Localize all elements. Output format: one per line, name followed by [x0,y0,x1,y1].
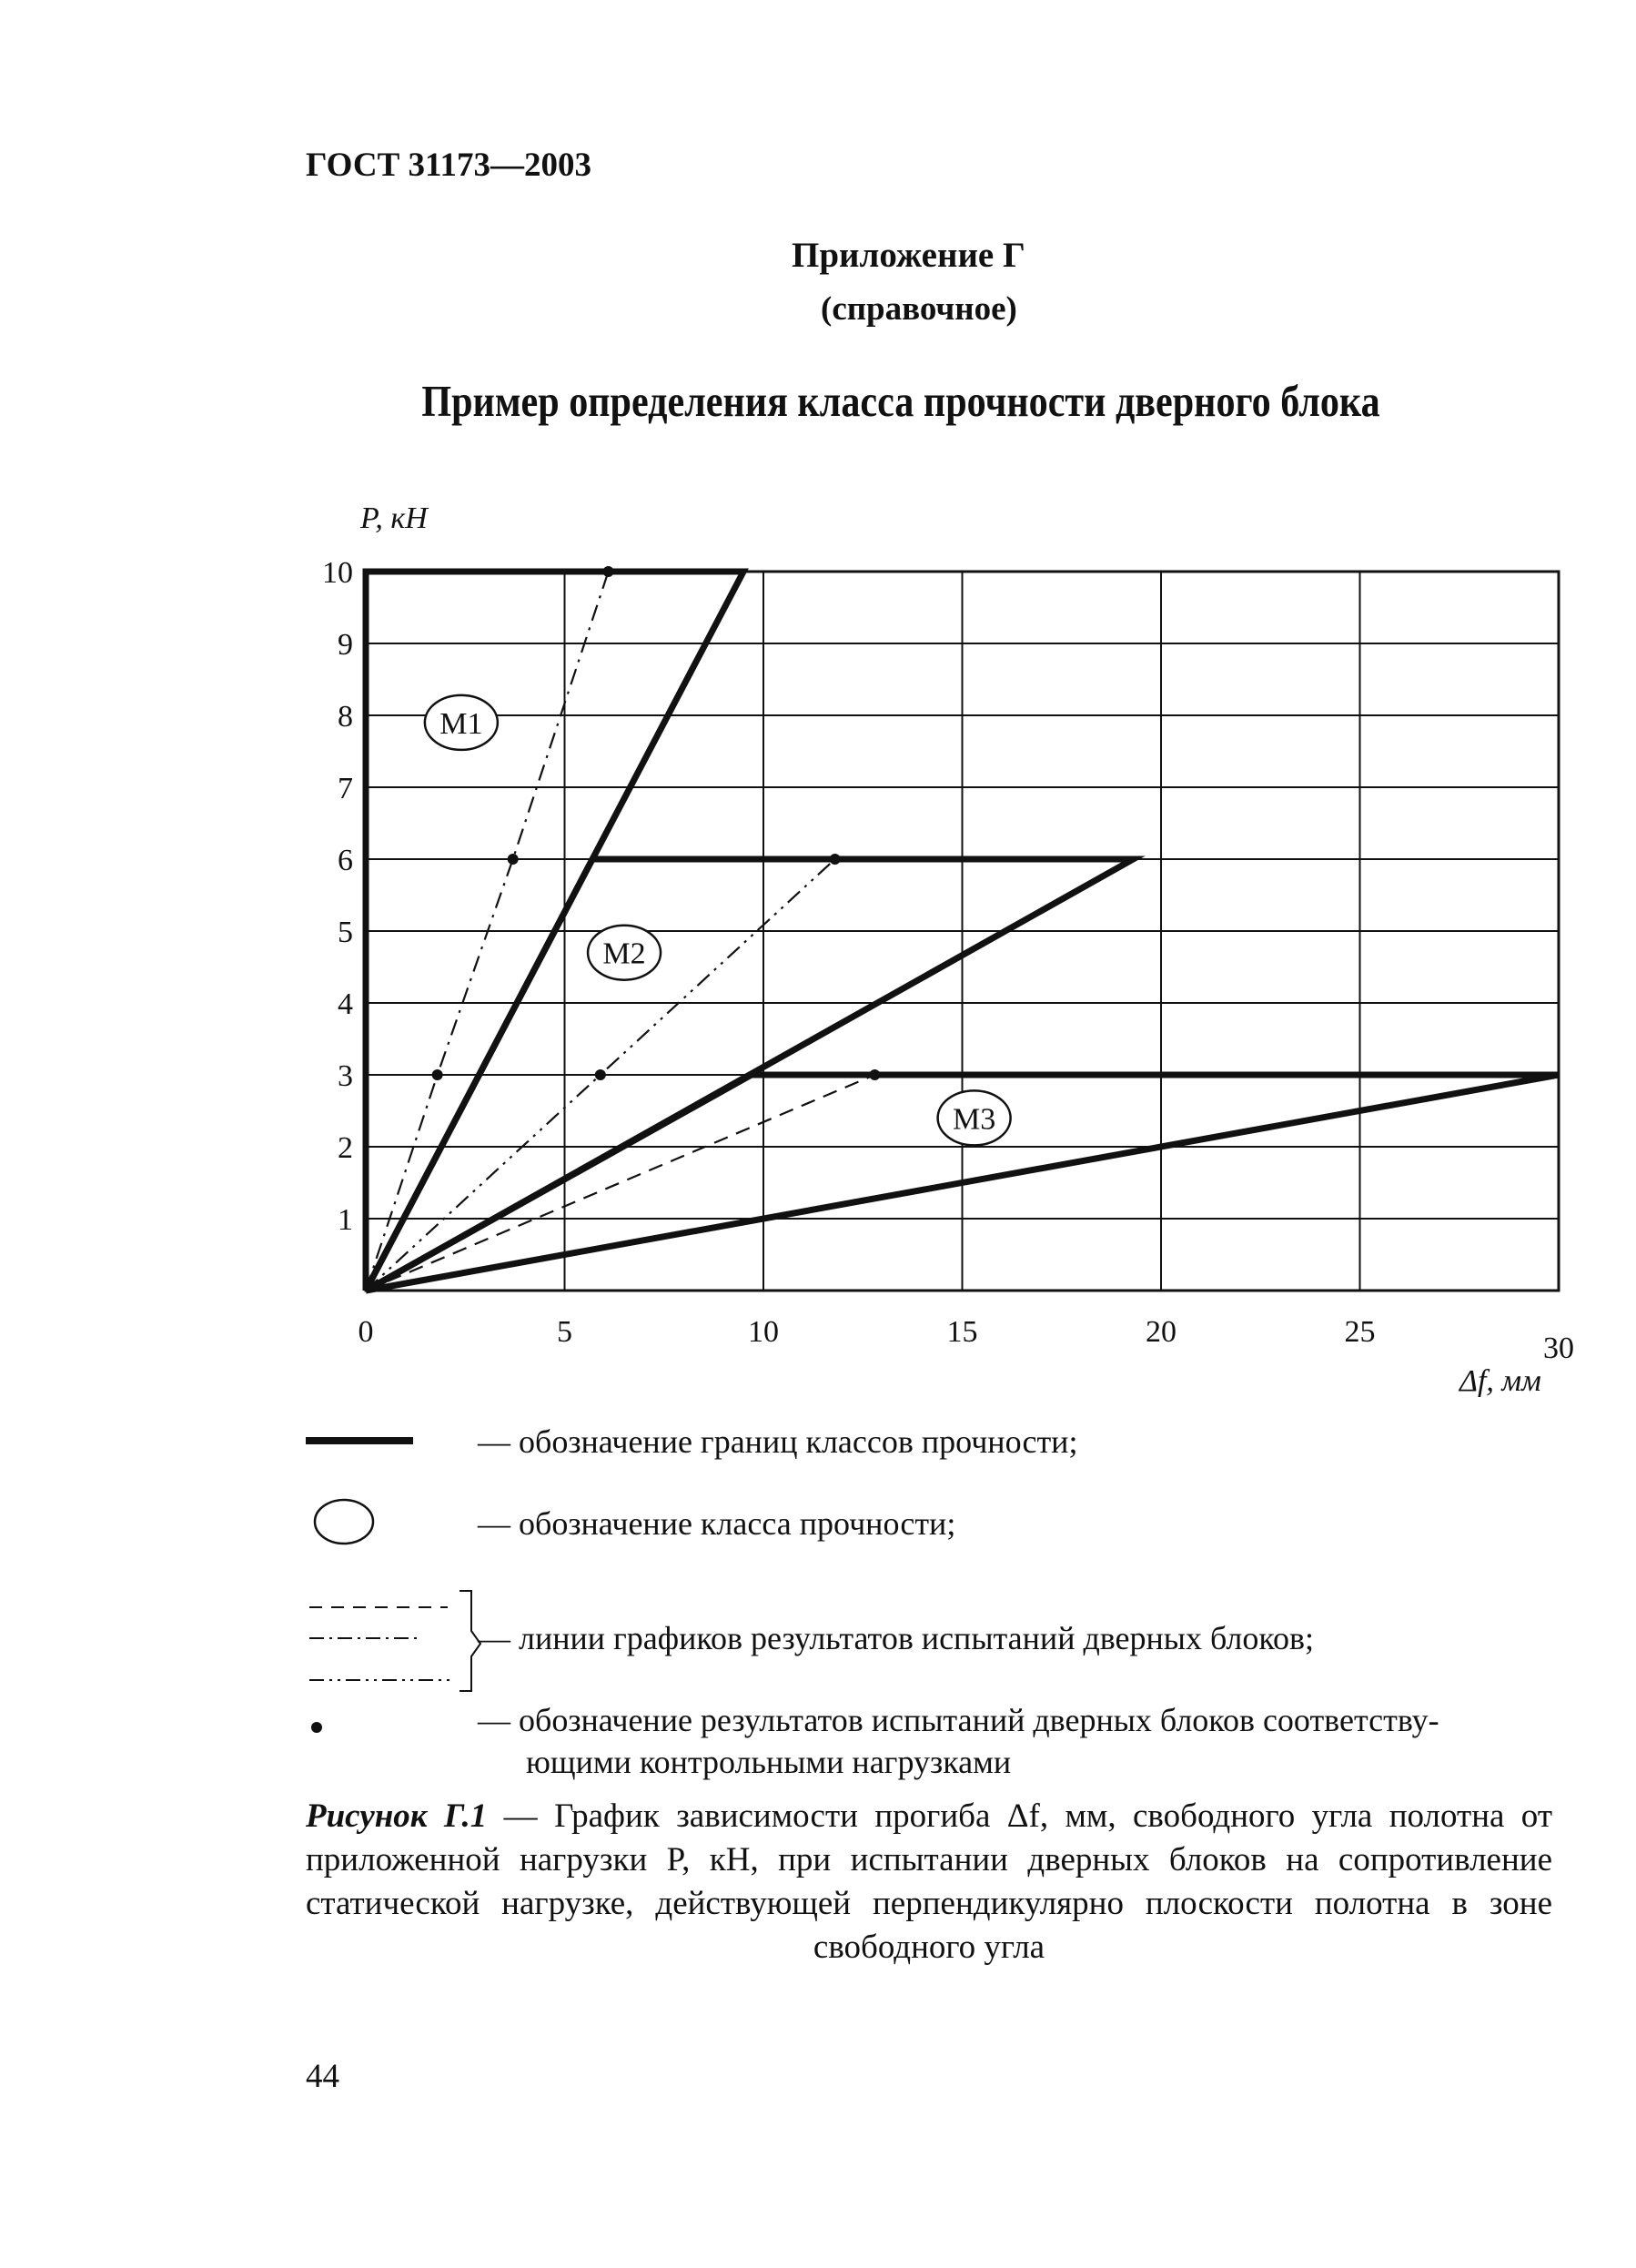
test-result-point [432,1069,443,1080]
y-tick-label: 9 [338,628,353,662]
appendix-title: Приложение Г [792,236,1025,275]
x-axis-label: Δf, мм [1459,1364,1541,1398]
legend-points-text-continued: ющими контрольными нагрузками [526,1744,1012,1780]
x-tick-label: 20 [1146,1315,1177,1349]
figure-caption [306,1795,1552,1969]
legend-lines-text: — линии графиков результатов испытаний дверных блоков; [478,1620,1315,1656]
y-tick-label: 8 [338,700,353,734]
x-tick-label: 10 [748,1315,779,1349]
test-result-point [508,854,519,865]
legend-test-point [311,1722,322,1733]
y-tick-label: 5 [338,916,353,949]
y-tick-label: 4 [338,987,353,1021]
caption-text: — График зависимости прогиба Δf, мм, свободного угла полотна от приложенной нагрузки P, кН, при испытании дверных блоков на сопротивление статической нагрузке, действующей перпендикулярно плоскости полотна в зоне свободного угла [306,1797,1552,1966]
legend-points-text: — обозначение результатов испытаний дверных блоков соответству- [478,1702,1439,1738]
test-result-point [830,854,841,865]
class-label-m2: M2 [602,937,646,971]
x-tick-label: 0 [358,1315,374,1349]
x-tick-label: 5 [557,1315,572,1349]
y-tick-label: 7 [338,772,353,805]
test-result-point [603,566,614,577]
document-code: ГОСТ 31173—2003 [306,147,591,184]
legend-class-text: — обозначение класса прочности; [478,1505,956,1542]
caption-label: Рисунок Г.1 [306,1797,488,1835]
y-axis-label: P, кН [360,501,428,535]
page-number: 44 [306,2058,339,2095]
test-series-dashed [366,1075,874,1291]
y-tick-label: 3 [338,1059,353,1093]
y-tick-label: 10 [322,556,353,590]
x-tick-label: 15 [946,1315,978,1349]
class-label-m1: M1 [439,706,483,741]
y-tick-label: 6 [338,844,353,877]
legend-boundary-text: — обозначение границ классов прочности; [478,1423,1078,1460]
test-result-point [595,1069,606,1080]
class-label-m3: M3 [952,1102,996,1137]
y-tick-label: 1 [338,1203,353,1237]
x-tick-label: 30 [1543,1331,1574,1365]
main-title: Пример определения класса прочности дверного блока [421,376,1380,426]
y-tick-label: 2 [338,1131,353,1165]
x-tick-label: 25 [1344,1315,1376,1349]
appendix-note: (справочное) [821,290,1017,328]
test-result-point [869,1069,880,1080]
legend-class-circle [315,1500,373,1544]
